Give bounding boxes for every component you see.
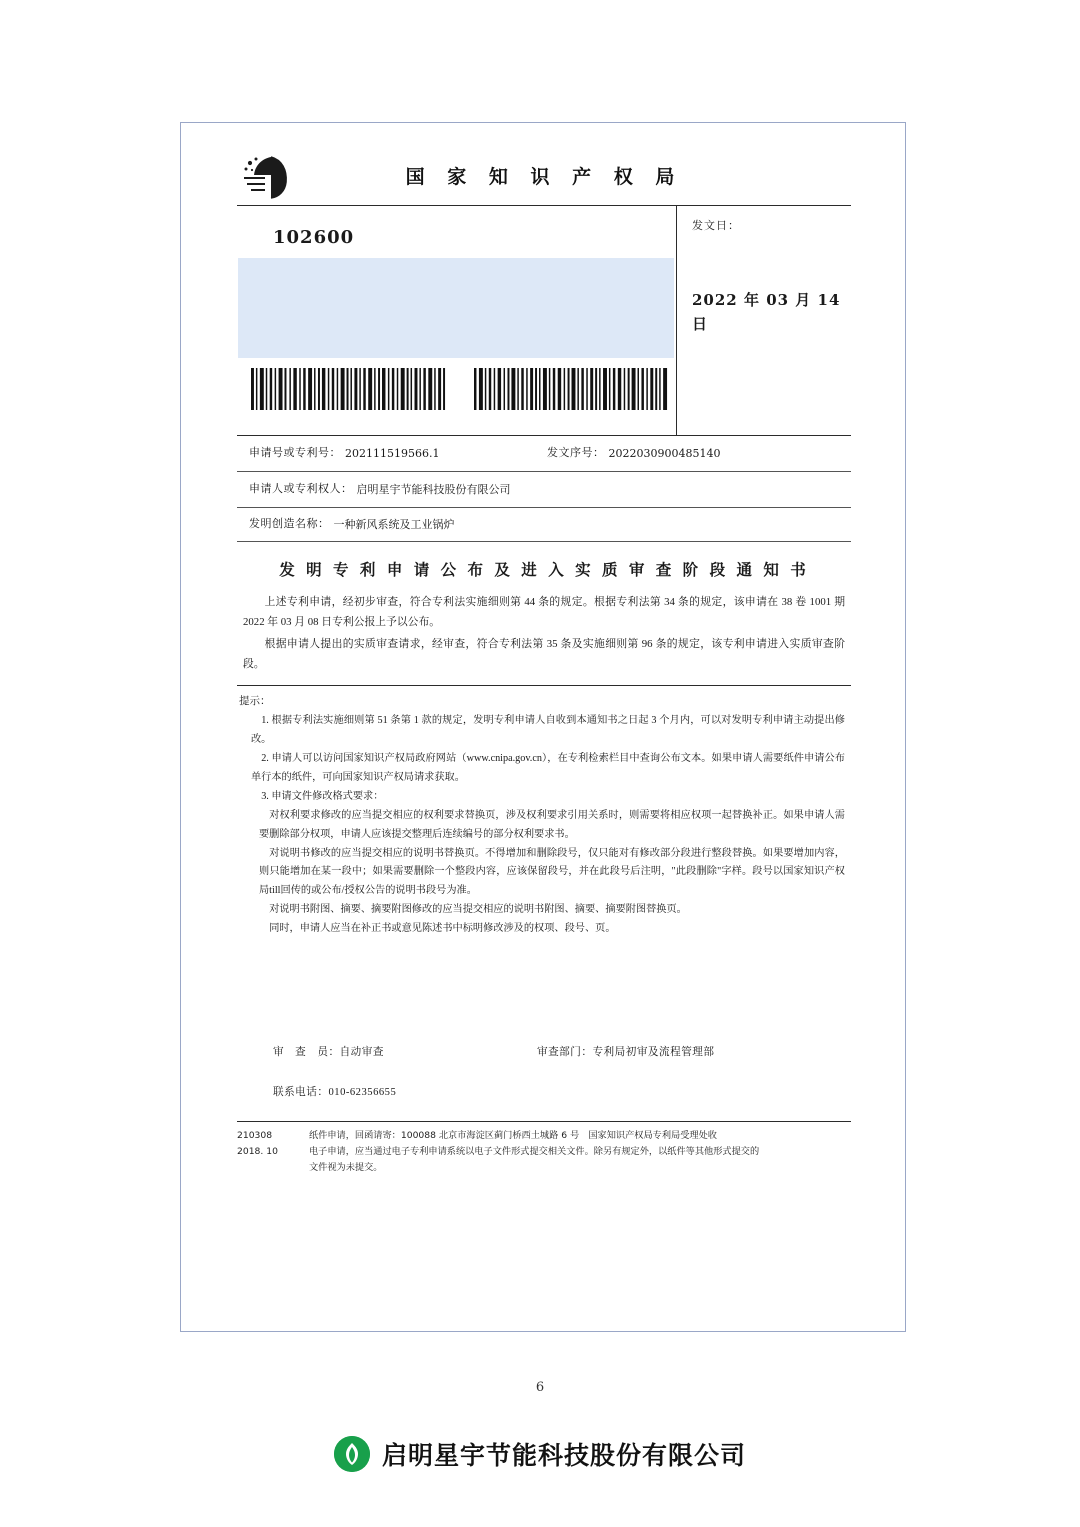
barcode-right-icon: [474, 368, 671, 410]
document-footer: [237, 1122, 851, 1176]
page-number: 6: [535, 1380, 545, 1395]
serial-value: 2022030900485140: [608, 446, 721, 460]
tip-sub-4: 同时，申请人应当在补正书或意见陈述书中标明修改涉及的权项、段号、页。: [269, 923, 616, 935]
signature-area: [237, 1045, 851, 1117]
barcode-left-icon: [251, 368, 448, 410]
telephone-value: 010-62356655: [328, 1086, 397, 1098]
department-label: 审查部门：: [537, 1046, 593, 1058]
footer-line-1: 纸件申请，回函请寄：100088 北京市海淀区蓟门桥西土城路 6 号 国家知识产权局专利局受理处收: [309, 1129, 717, 1141]
tip-item-2: 2. 申请人可以访问国家知识产权局政府网站（www.cnipa.gov.cn），在专利检索栏目中查询公布文本。如果申请人需要纸件申请公布单行本的纸件，可向国家知识产权局请求获取。: [251, 753, 845, 784]
tip-sub-3: 对说明书附图、摘要、摘要附图修改的应当提交相应的说明书附图、摘要、摘要附图替换页。: [269, 904, 687, 916]
send-date-panel: [678, 206, 851, 435]
company-logo-icon: [334, 1436, 370, 1472]
application-number-value: 202111519566.1: [345, 446, 440, 460]
meta-row-invention-title: [237, 508, 851, 542]
department-value: 专利局初审及流程管理部: [592, 1046, 715, 1058]
examiner-value: 自动审查: [339, 1046, 384, 1058]
telephone-field: [273, 1085, 396, 1102]
tips-label: 提示：: [239, 695, 271, 707]
body-paragraph-1: 上述专利申请，经初步审查，符合专利法实施细则第 44 条的规定。根据专利法第 34 条的规定，该申请在 38 卷 1001 期 2022 年 03 月 08 日专利公报上予以公布。: [243, 595, 845, 628]
address-date-block: [237, 206, 851, 436]
applicant-value: 启明星宇节能科技股份有限公司: [356, 482, 511, 496]
telephone-label: 联系电话：: [273, 1086, 329, 1098]
tip-sub-1: 对权利要求修改的应当提交相应的权利要求替换页，涉及权利要求引用关系时，则需要将相应权项一起替换补正。如果申请人需要删除部分权项，申请人应该提交整理后连续编号的部分权利要求书。: [259, 809, 845, 840]
company-name: 启明星宇节能科技股份有限公司: [381, 1441, 746, 1470]
redacted-address-block: [238, 258, 674, 358]
footer-form-code: [237, 1128, 299, 1160]
examiner-field: [273, 1045, 384, 1062]
barcode-group: [251, 368, 671, 410]
send-date-value: 2022 年 03 月 14 日: [692, 291, 841, 333]
notice-title: 发 明 专 利 申 请 公 布 及 进 入 实 质 审 查 阶 段 通 知 书: [279, 560, 809, 579]
invention-title-label: 发明创造名称：: [249, 517, 330, 530]
tip-item-1: 1. 根据专利法实施细则第 51 条第 1 款的规定，发明专利申请人自收到本通知书之日起 3 个月内，可以对发明专利申请主动提出修改。: [251, 715, 845, 746]
patent-notice-document: [237, 148, 851, 1283]
footer-form-code-line2: 2018. 10: [237, 1146, 278, 1158]
divider: [237, 685, 851, 686]
postcode: 102600: [273, 227, 355, 248]
document-header: [237, 148, 851, 206]
applicant-label: 申请人或专利权人：: [249, 482, 353, 495]
tip-sub-2: 对说明书修改的应当提交相应的说明书替换页。不得增加和删除段号，仅只能对有修改部分段进行整段替换。如果要增加内容，则只能增加在某一段中；如果需要删除一个整段内容，应该保留段号，并在此段号后注明，"此段删除"字样。段号以国家知识产权局till回传的或公布/授权公告的说明书段号为准。: [259, 847, 845, 897]
serial-group: [547, 445, 720, 463]
footer-line-3: 文件视为未提交。: [309, 1162, 383, 1174]
page-border: [180, 122, 906, 1332]
footer-line-2: 电子申请，应当通过电子专利申请系统以电子文件形式提交相关文件。除另有规定外，以纸件等其他形式提交的: [309, 1146, 760, 1158]
serial-label: 发文序号：: [547, 446, 605, 459]
meta-row-application-number: [237, 436, 851, 472]
application-number-label: 申请号或专利号：: [249, 446, 341, 459]
send-date-label: 发文日：: [692, 220, 740, 232]
footer-text: [309, 1128, 851, 1176]
body-paragraph-2: 根据申请人提出的实质审查请求，经审查，符合专利法第 35 条及实施细则第 96 条的规定，该专利申请进入实质审查阶段。: [243, 637, 845, 670]
department-field: [537, 1045, 715, 1062]
invention-title-value: 一种新风系统及工业锅炉: [333, 517, 455, 531]
address-panel: [237, 206, 677, 435]
meta-row-applicant: [237, 472, 851, 508]
footer-form-code-line1: 210308: [237, 1129, 273, 1141]
company-brand-bar: [0, 1436, 1080, 1472]
examiner-label: 审 查 员：: [273, 1046, 340, 1058]
organization-title: 国 家 知 识 产 权 局: [405, 166, 683, 188]
tip-item-3: 3. 申请文件修改格式要求：: [261, 790, 384, 802]
